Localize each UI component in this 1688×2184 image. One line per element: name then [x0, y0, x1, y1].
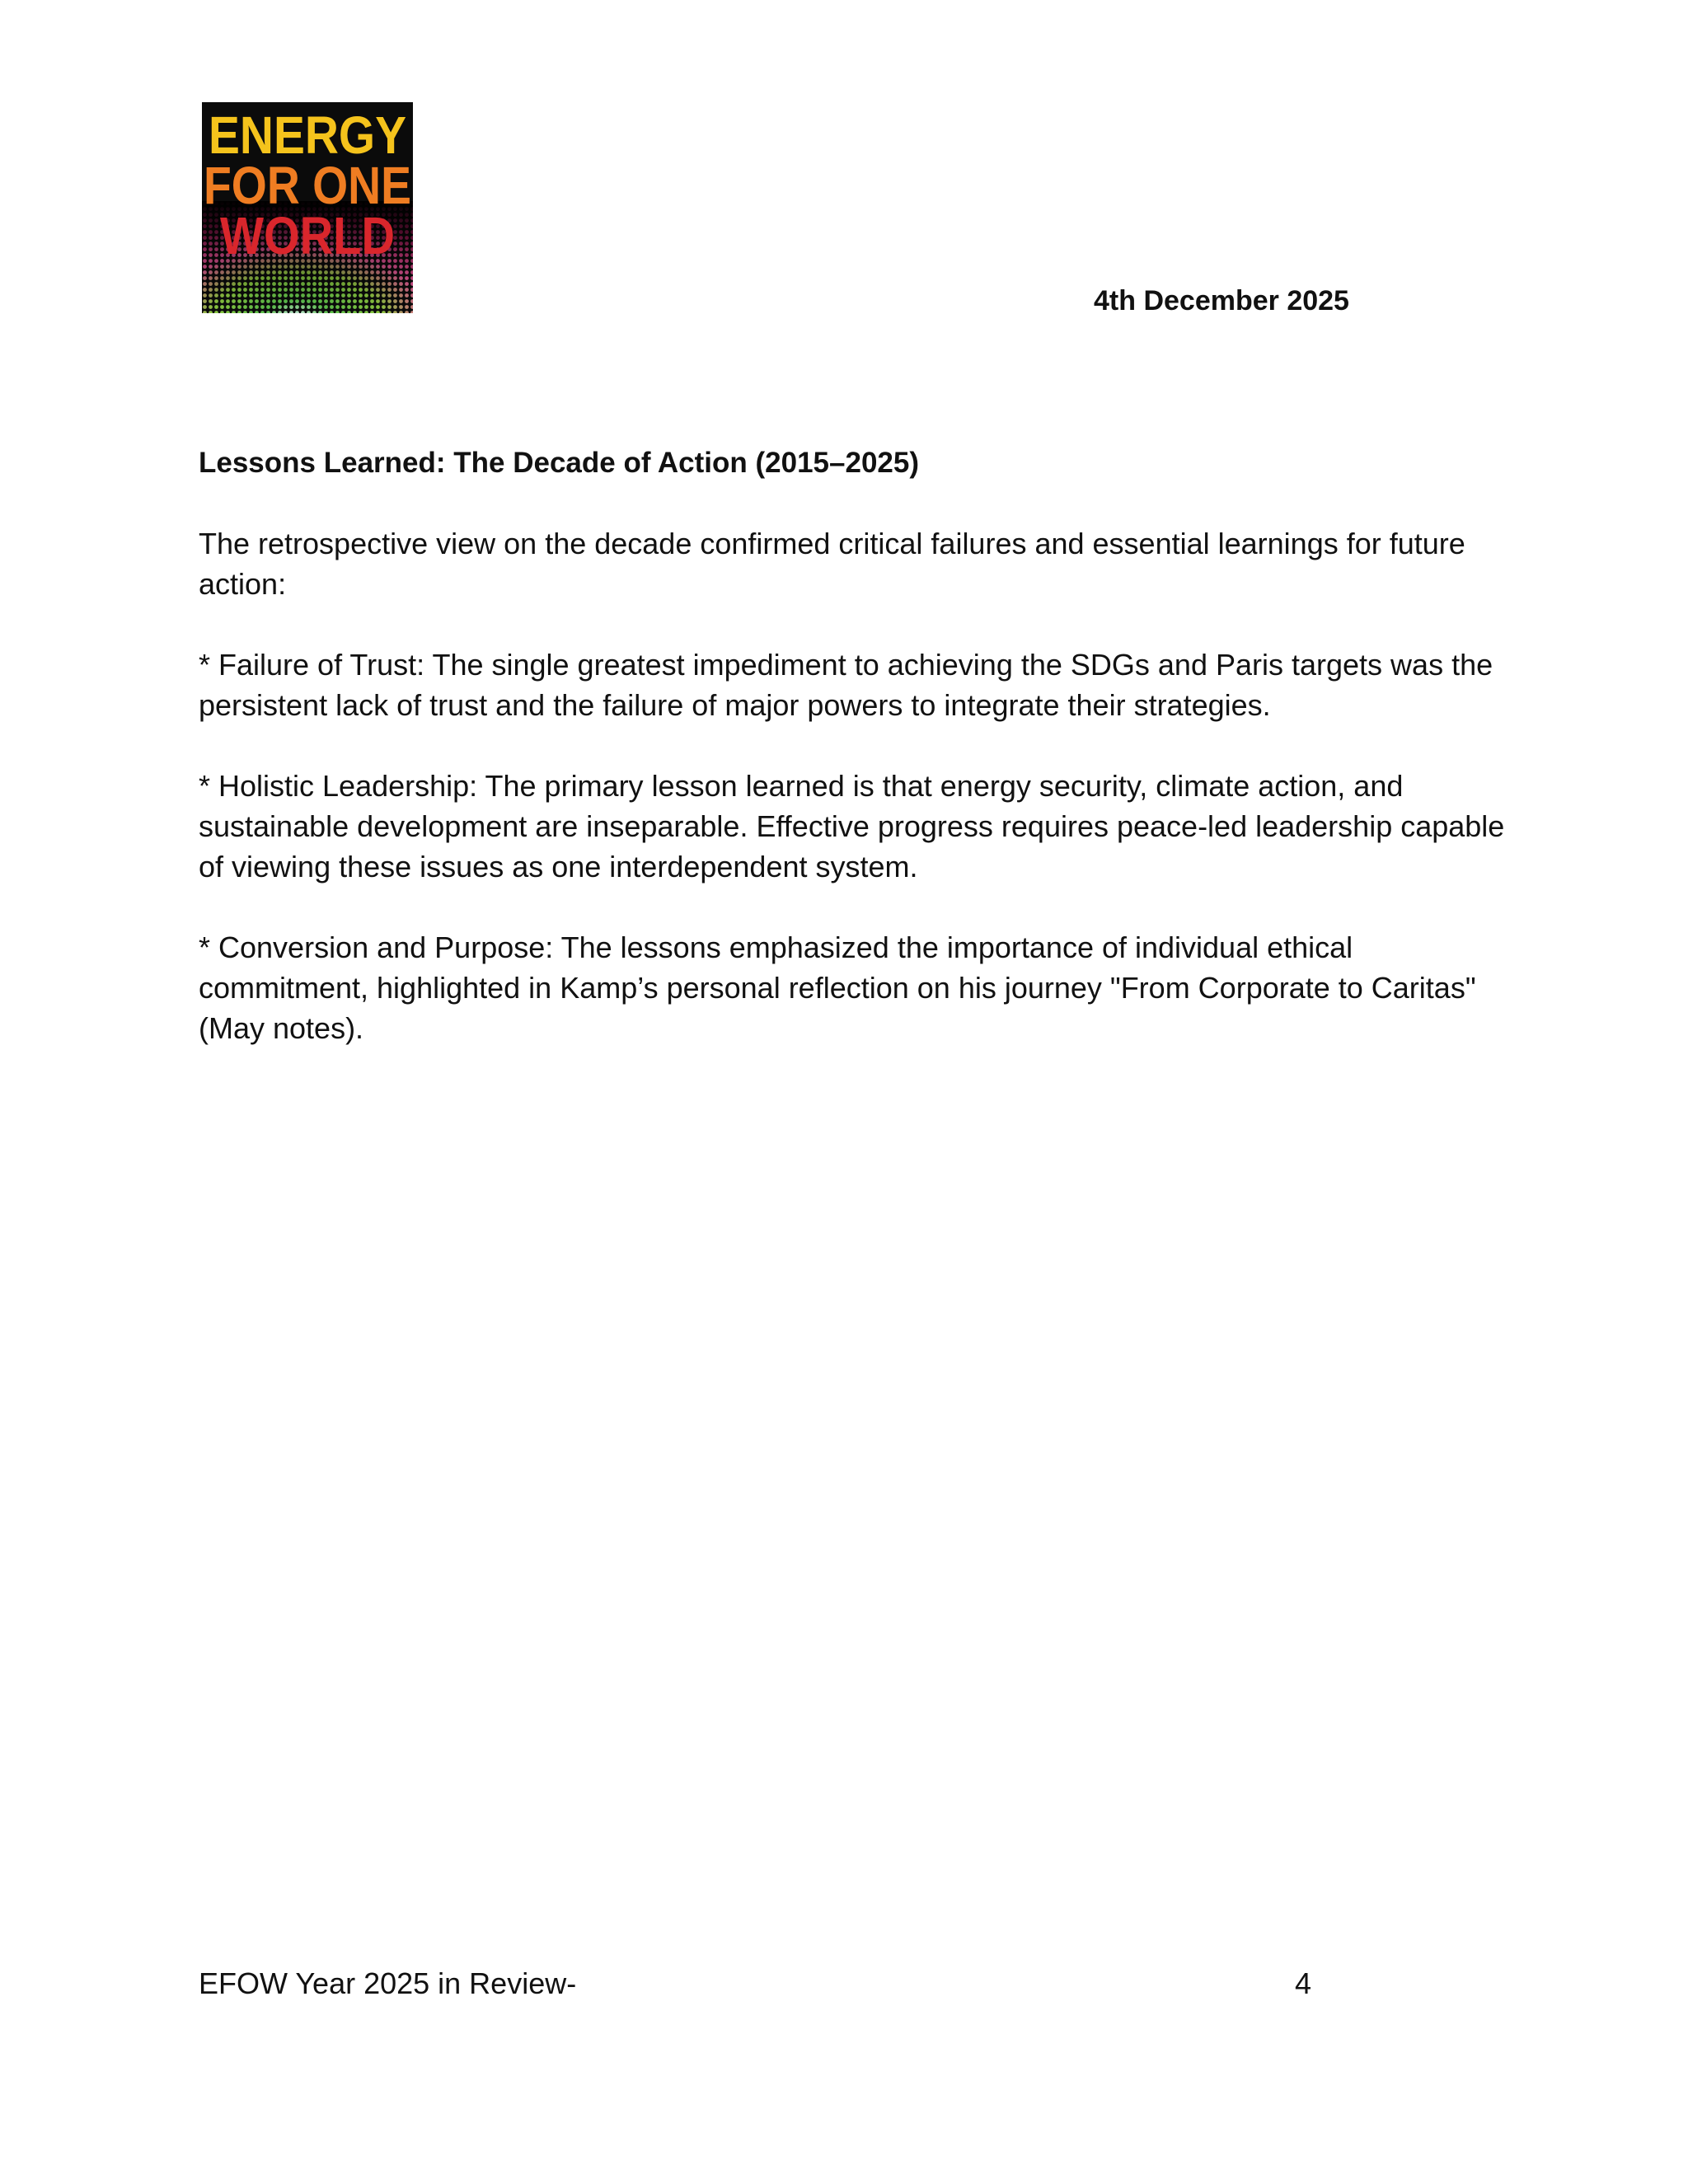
page-number: 4	[1295, 1966, 1312, 2000]
point-failure-of-trust: * Failure of Trust: The single greatest impediment to achieving the SDGs and Paris targets was the persistent lack of trust and the failure of major powers to integrate their strategies.	[199, 648, 1493, 722]
section-heading: Lessons Learned: The Decade of Action (2015–2025)	[199, 447, 920, 479]
footer-title: EFOW Year 2025 in Review-	[199, 1966, 577, 2000]
logo-line-energy: ENERGY	[209, 105, 406, 165]
point-holistic-leadership: * Holistic Leadership: The primary lesson learned is that energy security, climate action, and sustainable development are inseparable. Effective progress requires peace-led leadership capable of viewing these issues as one interdependent system.	[199, 769, 1505, 883]
point-conversion-and-purpose: * Conversion and Purpose: The lessons emphasized the importance of individual ethical commitment, highlighted in Kamp’s personal reflection on his journey "From Corporate to Caritas" (May notes).	[199, 930, 1476, 1045]
document-body	[199, 443, 1509, 1089]
logo-line-world: WORLD	[220, 206, 395, 265]
energy-for-one-world-logo	[202, 102, 413, 313]
document-date: 4th December 2025	[1094, 285, 1349, 316]
intro-paragraph: The retrospective view on the decade confirmed critical failures and essential learnings for future action:	[199, 527, 1465, 601]
logo-line-for-one: FOR ONE	[204, 156, 411, 215]
